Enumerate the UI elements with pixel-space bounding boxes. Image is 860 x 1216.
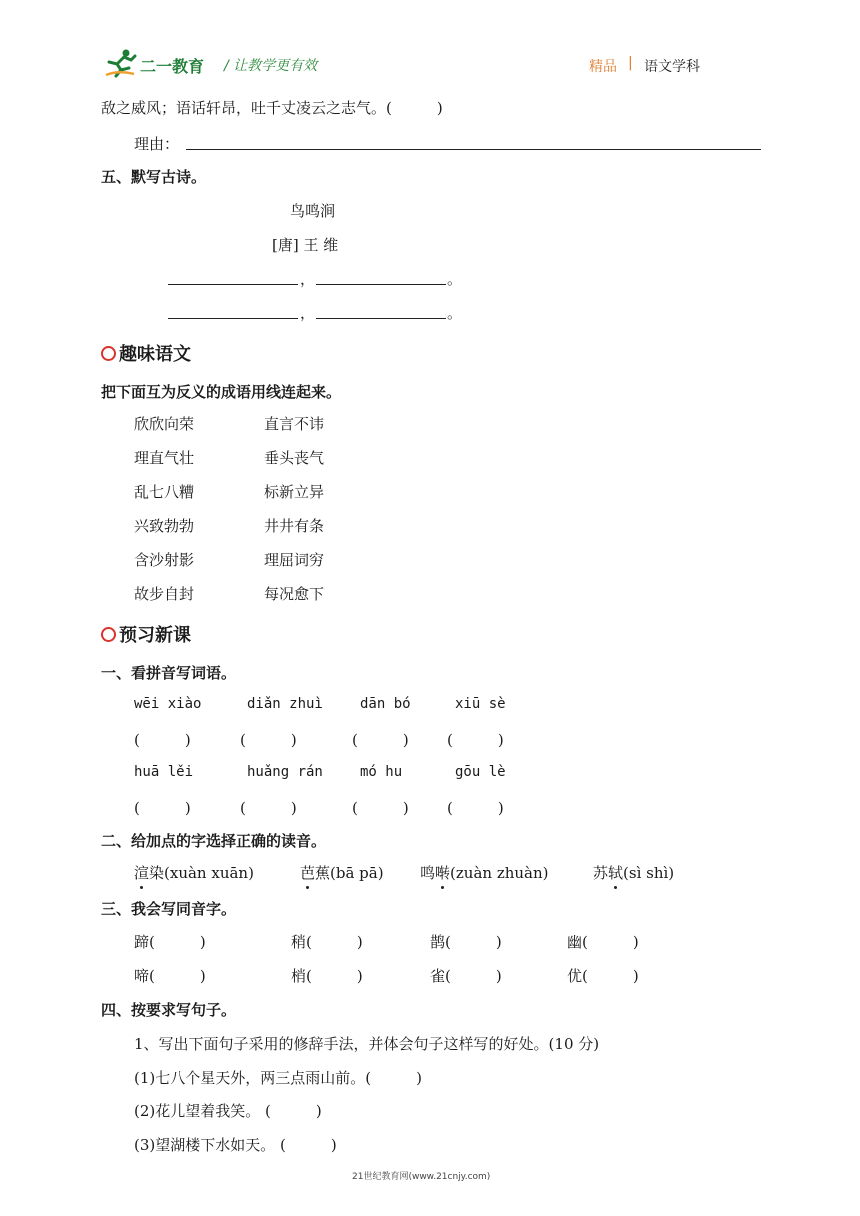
preview-heading: 预习新课 [101,621,191,647]
homophone-item[interactable]: 鹊( ) [430,933,502,951]
pinyin: mó hu [360,764,403,780]
idiom-right[interactable]: 每况愈下 [264,585,325,603]
intro-line: 敌之威风；语话轩昂，吐千丈凌云之志气。( ) [101,99,443,117]
homophone-item[interactable]: 雀( ) [430,967,502,985]
subject-label: 语文学科 [644,59,700,75]
homophone-item[interactable]: 蹄( ) [134,933,206,951]
sentence-item[interactable]: (3)望湖楼下水如天。 ( ) [134,1136,337,1154]
poem-blank-1[interactable] [168,268,298,285]
circle-bullet-icon [101,627,116,642]
homophone-item[interactable]: 幽( ) [567,933,639,951]
homophone-item[interactable]: 稍( ) [291,933,363,951]
reading-choice[interactable]: 鸣啭(zuàn zhuàn) [420,864,549,882]
q3-title: 三、我会写同音字。 [101,900,237,918]
dotted-char: 轼 [608,864,624,882]
q4-title: 四、按要求写句子。 [101,1001,237,1019]
pinyin: diǎn zhuì [247,696,323,712]
idiom-left[interactable]: 欣欣向荣 [134,415,195,433]
poem-period: 。 [447,304,463,322]
idiom-right[interactable]: 直言不讳 [264,415,325,433]
pinyin: gōu lè [455,764,506,780]
idiom-left[interactable]: 故步自封 [134,585,195,603]
poem-blank-3[interactable] [168,302,298,319]
pinyin: dān bó [360,696,411,712]
pinyin: xiū sè [455,696,506,712]
answer-blank[interactable]: ( ) [240,799,297,817]
homophone-item[interactable]: 梢( ) [291,967,363,985]
pinyin: huǎng rán [247,764,323,780]
reading-choice[interactable]: 苏轼(sì shì) [593,864,675,882]
fun-heading: 趣味语文 [101,340,191,366]
brand-slogan: / 让教学更有效 [224,58,318,74]
answer-blank[interactable]: ( ) [447,731,504,749]
idiom-left[interactable]: 理直气壮 [134,449,195,467]
poem-blank-4[interactable] [316,302,446,319]
dotted-char: 啭 [435,864,451,882]
idiom-left[interactable]: 兴致勃勃 [134,517,195,535]
answer-blank[interactable]: ( ) [352,731,409,749]
brand-name: 二一教育 [140,57,205,76]
poem-comma: ， [300,270,316,288]
sentence-item[interactable]: (2)花儿望着我笑。 ( ) [134,1102,322,1120]
idiom-right[interactable]: 标新立异 [264,483,325,501]
runner-logo-icon [104,48,138,78]
reason-label: 理由： [134,135,180,153]
fun-instruction: 把下面互为反义的成语用线连起来。 [101,383,342,401]
reading-choice[interactable]: 渲染(xuàn xuān) [134,864,254,882]
pinyin: wēi xiào [134,696,202,712]
poem-author: [唐] 王 维 [272,236,339,254]
q1-title: 一、看拼音写词语。 [101,664,237,682]
circle-bullet-icon [101,346,116,361]
answer-blank[interactable]: ( ) [240,731,297,749]
idiom-left[interactable]: 乱七八糟 [134,483,195,501]
section5-title: 五、默写古诗。 [101,168,207,186]
footer-source: 21世纪教育网(www.21cnjy.com) [352,1172,491,1182]
dotted-char: 芭 [300,864,316,882]
quality-tag: 精品 [589,59,617,75]
sentence-item[interactable]: (1)七八个星天外，两三点雨山前。( ) [134,1069,422,1087]
q2-title: 二、给加点的字选择正确的读音。 [101,832,327,850]
answer-blank[interactable]: ( ) [134,731,191,749]
poem-blank-2[interactable] [316,268,446,285]
idiom-right[interactable]: 井井有条 [264,517,325,535]
reading-choice[interactable]: 芭蕉(bā pā) [300,864,384,882]
idiom-right[interactable]: 垂头丧气 [264,449,325,467]
answer-blank[interactable]: ( ) [352,799,409,817]
answer-blank[interactable]: ( ) [134,799,191,817]
q4-instruction: 1、写出下面句子采用的修辞手法，并体会句子这样写的好处。(10 分) [134,1035,600,1053]
poem-period: 。 [447,270,463,288]
idiom-left[interactable]: 含沙射影 [134,551,195,569]
dotted-char: 渲 [134,864,150,882]
reason-answer-line[interactable] [186,133,761,150]
header-separator: | [628,55,633,71]
answer-blank[interactable]: ( ) [447,799,504,817]
homophone-item[interactable]: 啼( ) [134,967,206,985]
pinyin: huā lěi [134,764,194,780]
homophone-item[interactable]: 优( ) [567,967,639,985]
idiom-right[interactable]: 理屈词穷 [264,551,325,569]
poem-comma: ， [300,304,316,322]
poem-title: 鸟鸣涧 [290,202,336,220]
